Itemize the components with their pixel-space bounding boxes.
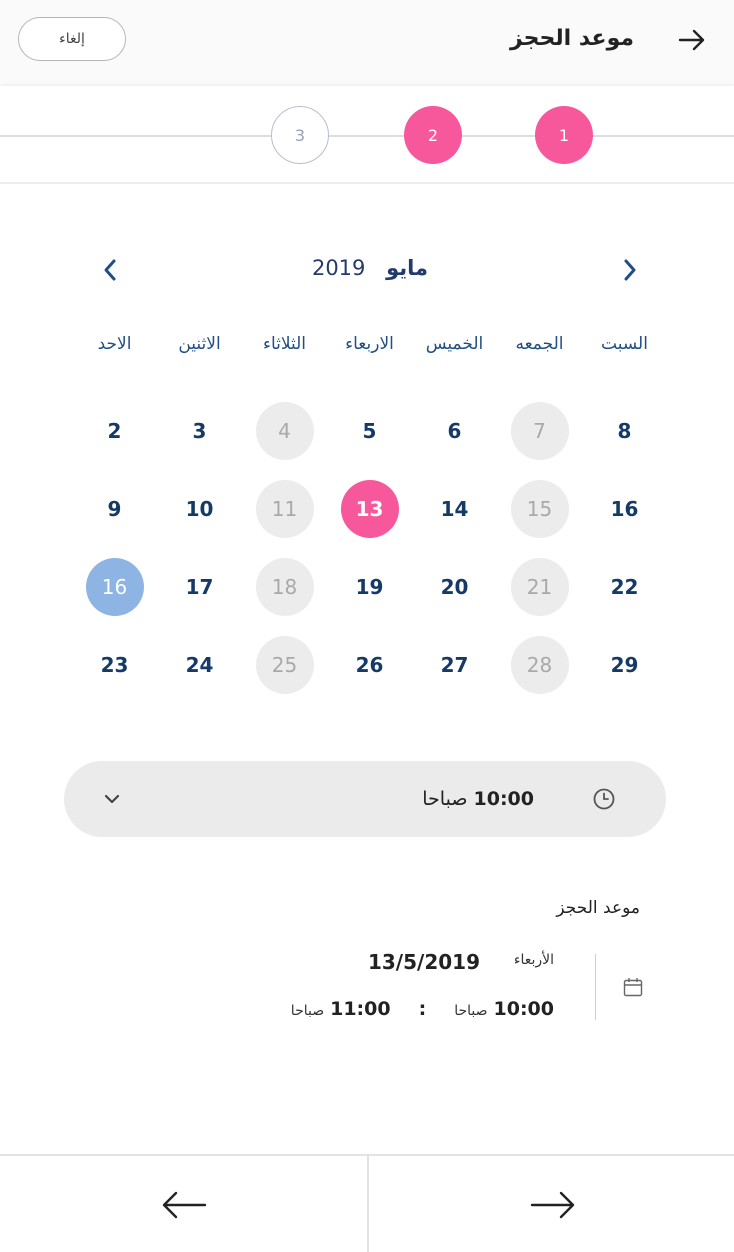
top-app-bar <box>0 0 734 84</box>
summary-start-time: 10:00 <box>493 998 554 1020</box>
calendar-day[interactable]: 6 <box>447 419 462 443</box>
disabled-day: 21 <box>511 558 569 616</box>
calendar-cell <box>582 480 667 558</box>
calendar-cell <box>72 480 157 558</box>
weekday-label: الخميس <box>425 334 484 354</box>
calendar-cell <box>72 402 157 480</box>
bottom-navigation-bar <box>0 1154 734 1252</box>
previous-step-button[interactable] <box>0 1156 367 1252</box>
calendar-cell <box>72 636 157 714</box>
calendar-cell <box>412 636 497 714</box>
cancel-button[interactable]: إلغاء <box>18 17 126 61</box>
calendar-cell <box>157 636 242 714</box>
year-label: 2019 <box>311 256 366 280</box>
calendar-cell <box>157 402 242 480</box>
today-day[interactable]: 16 <box>86 558 144 616</box>
calendar-cell <box>327 480 412 558</box>
step-1: 1 <box>535 106 593 164</box>
arrow-left-icon <box>160 1190 208 1220</box>
disabled-day: 18 <box>256 558 314 616</box>
summary-start-period: صباحا <box>454 1003 488 1019</box>
next-step-button[interactable] <box>369 1156 734 1252</box>
summary-end-time: 11:00 <box>330 998 391 1020</box>
weekday-label: الاحد <box>97 334 132 354</box>
calendar-day[interactable]: 3 <box>192 419 207 443</box>
month-navigation <box>90 250 650 290</box>
calendar-cell <box>412 480 497 558</box>
weekday-label: الجمعه <box>515 334 564 354</box>
selected-time-value: 10:00 <box>473 788 534 810</box>
summary-date: 13/5/2019 <box>367 950 480 974</box>
weekday-label: الاثنين <box>178 334 221 354</box>
calendar-cell <box>582 636 667 714</box>
calendar-cell <box>242 402 327 480</box>
summary-title: موعد الحجز <box>556 898 640 918</box>
page-title: موعد الحجز <box>509 26 634 51</box>
calendar-cell <box>157 480 242 558</box>
calendar-week-row <box>72 480 667 558</box>
step-3: 3 <box>271 106 329 164</box>
back-arrow-icon[interactable] <box>672 20 712 60</box>
calendar-day[interactable]: 26 <box>355 653 384 677</box>
chevron-down-icon <box>100 787 124 811</box>
calendar-day[interactable]: 23 <box>100 653 129 677</box>
calendar-day[interactable]: 24 <box>185 653 214 677</box>
calendar-week-row <box>72 558 667 636</box>
disabled-day: 11 <box>256 480 314 538</box>
summary-day-name: الأربعاء <box>513 952 554 968</box>
calendar-day[interactable]: 16 <box>610 497 639 521</box>
weekday-label: السبت <box>601 334 648 354</box>
calendar-cell <box>72 558 157 636</box>
weekday-label: الاربعاء <box>345 334 394 354</box>
calendar-day-grid <box>72 402 667 714</box>
calendar-day[interactable]: 19 <box>355 575 384 599</box>
summary-end-period: صباحا <box>290 1003 325 1019</box>
step-2: 2 <box>404 106 462 164</box>
calendar-cell <box>497 480 582 558</box>
disabled-day: 15 <box>511 480 569 538</box>
calendar-cell <box>242 558 327 636</box>
selected-time <box>422 788 534 810</box>
calendar-cell <box>327 558 412 636</box>
calendar-icon <box>622 976 644 998</box>
summary-divider <box>595 954 596 1020</box>
stepper-line <box>0 135 734 137</box>
calendar-week-row <box>72 402 667 480</box>
disabled-day: 7 <box>511 402 569 460</box>
calendar-day[interactable]: 20 <box>440 575 469 599</box>
disabled-day: 25 <box>256 636 314 694</box>
calendar-cell <box>327 402 412 480</box>
calendar-cell <box>582 558 667 636</box>
calendar-cell <box>497 558 582 636</box>
booking-stepper <box>0 86 734 184</box>
calendar-day[interactable]: 5 <box>362 419 377 443</box>
calendar-cell <box>242 480 327 558</box>
month-year-label <box>90 256 650 280</box>
month-name: مايو <box>386 256 429 280</box>
calendar-day[interactable]: 9 <box>107 497 122 521</box>
summary-time-range <box>291 998 554 1020</box>
weekday-header-row <box>72 334 667 364</box>
calendar-cell <box>327 636 412 714</box>
calendar-cell <box>582 402 667 480</box>
calendar-cell <box>242 636 327 714</box>
calendar-day[interactable]: 17 <box>185 575 214 599</box>
calendar-day[interactable]: 14 <box>440 497 469 521</box>
calendar-day[interactable]: 29 <box>610 653 639 677</box>
calendar-week-row <box>72 636 667 714</box>
calendar-day[interactable]: 22 <box>610 575 639 599</box>
time-dropdown[interactable] <box>64 761 666 837</box>
calendar-day[interactable]: 10 <box>185 497 214 521</box>
arrow-right-icon <box>529 1190 577 1220</box>
calendar-day[interactable]: 2 <box>107 419 122 443</box>
disabled-day: 4 <box>256 402 314 460</box>
clock-icon <box>592 787 616 811</box>
summary-time-separator: : <box>418 998 427 1020</box>
calendar-cell <box>497 402 582 480</box>
selected-day[interactable]: 13 <box>341 480 399 538</box>
next-month-button[interactable] <box>610 250 650 290</box>
calendar-day[interactable]: 8 <box>617 419 632 443</box>
calendar-day[interactable]: 27 <box>440 653 469 677</box>
calendar-cell <box>497 636 582 714</box>
calendar-cell <box>412 558 497 636</box>
weekday-label: الثلاثاء <box>262 334 307 354</box>
chevron-right-icon <box>622 258 638 282</box>
calendar-cell <box>157 558 242 636</box>
calendar-cell <box>412 402 497 480</box>
selected-time-period: صباحا <box>422 788 468 810</box>
disabled-day: 28 <box>511 636 569 694</box>
